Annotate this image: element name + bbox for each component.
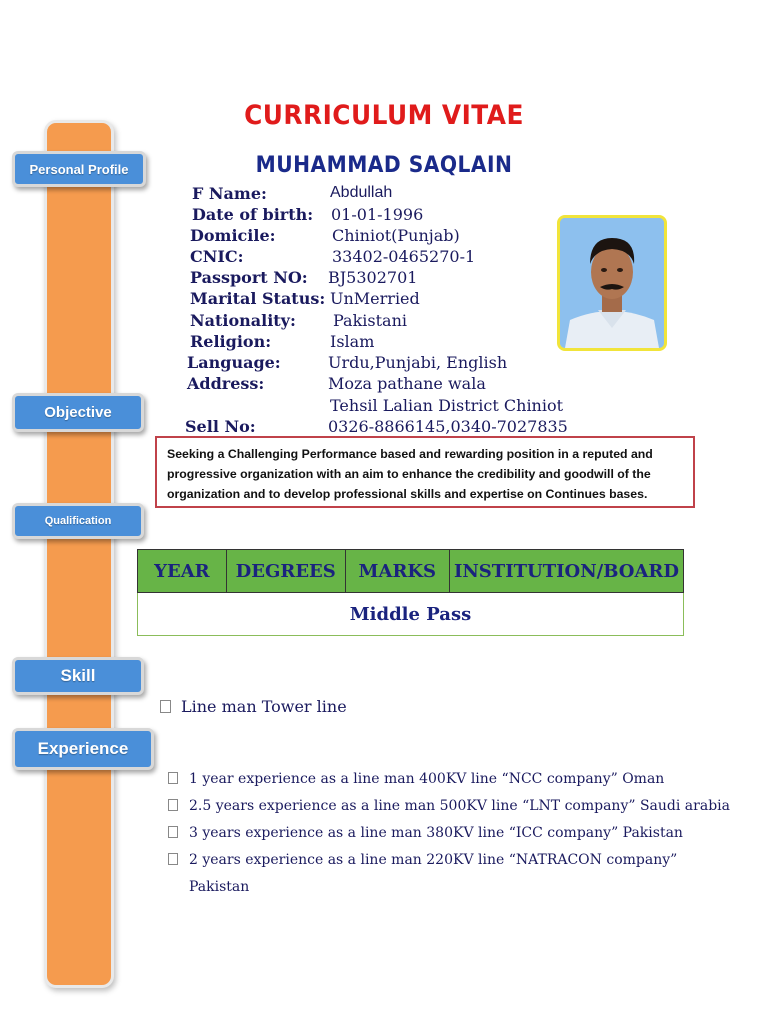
experience-text: 2.5 years experience as a line man 500KV line “LNT company” Saudi arabia [189, 798, 730, 814]
bullet-icon [168, 826, 178, 838]
language-label: Language: [187, 353, 281, 372]
qualification-table [137, 549, 684, 636]
objective-line: organization and to develop professional skills and expertise on Continues bases. [167, 487, 648, 501]
profile-photo-image [560, 218, 664, 348]
objective-line: Seeking a Challenging Performance based and rewarding position in a reputed and [167, 447, 653, 461]
page-title: CURRICULUM VITAE [244, 100, 524, 131]
bullet-icon [168, 853, 178, 865]
domicile-label: Domicile: [190, 226, 276, 245]
table-row [138, 593, 684, 636]
profile-photo [557, 215, 667, 351]
tab-personal-profile: Personal Profile [12, 151, 146, 187]
sell-value: 0326-8866145,0340-7027835 [328, 417, 568, 436]
dob-label: Date of birth: [192, 205, 314, 224]
bullet-icon [168, 772, 178, 784]
experience-text: Pakistan [189, 879, 250, 895]
nationality-label: Nationality: [190, 311, 296, 330]
skill-item [160, 697, 347, 716]
tab-skill: Skill [12, 657, 144, 695]
marital-value: UnMerried [330, 289, 420, 308]
tab-qualification: Qualification [12, 503, 144, 539]
religion-value: Islam [330, 332, 375, 351]
list-item-continuation [168, 876, 688, 903]
passport-value: BJ5302701 [328, 268, 418, 287]
cnic-value: 33402-0465270-1 [332, 247, 476, 266]
candidate-name: MUHAMMAD SAQLAIN [255, 153, 513, 178]
language-value: Urdu,Punjabi, English [328, 353, 508, 372]
col-marks: MARKS [345, 550, 449, 593]
tab-experience: Experience [12, 728, 154, 770]
cnic-label: CNIC: [190, 247, 244, 266]
dob-value: 01-01-1996 [331, 205, 424, 224]
sell-label: Sell No: [185, 417, 256, 436]
qualification-row: Middle Pass [138, 593, 684, 636]
decorative-side-bar [44, 120, 114, 988]
list-item [168, 849, 688, 876]
experience-list [168, 768, 730, 903]
objective-box [155, 436, 695, 508]
religion-label: Religion: [190, 332, 272, 351]
passport-label: Passport NO: [190, 268, 308, 287]
col-year: YEAR [138, 550, 227, 593]
fname-value: Abdullah [330, 184, 393, 201]
experience-text: 2 years experience as a line man 220KV line “NATRACON company” [189, 852, 678, 868]
address-label: Address: [187, 374, 265, 393]
experience-text: 3 years experience as a line man 380KV line “ICC company” Pakistan [189, 825, 683, 841]
marital-label: Marital Status: [190, 289, 326, 308]
table-header-row [138, 550, 684, 593]
tab-objective: Objective [12, 393, 144, 432]
bullet-icon [168, 799, 178, 811]
nationality-value: Pakistani [333, 311, 407, 330]
bullet-icon [160, 700, 171, 713]
list-item [168, 768, 688, 795]
col-institution: INSTITUTION/BOARD [449, 550, 683, 593]
col-degrees: DEGREES [226, 550, 345, 593]
list-item [168, 795, 730, 822]
address-line1: Moza pathane wala [328, 374, 486, 393]
skill-text: Line man Tower line [181, 697, 347, 716]
experience-text: 1 year experience as a line man 400KV line “NCC company” Oman [189, 771, 665, 787]
fname-label: F Name: [192, 184, 267, 203]
domicile-value: Chiniot(Punjab) [332, 226, 460, 245]
objective-line: progressive organization with an aim to enhance the credibility and goodwill of the [167, 467, 651, 481]
address-line2: Tehsil Lalian District Chiniot [330, 396, 564, 415]
list-item [168, 822, 688, 849]
